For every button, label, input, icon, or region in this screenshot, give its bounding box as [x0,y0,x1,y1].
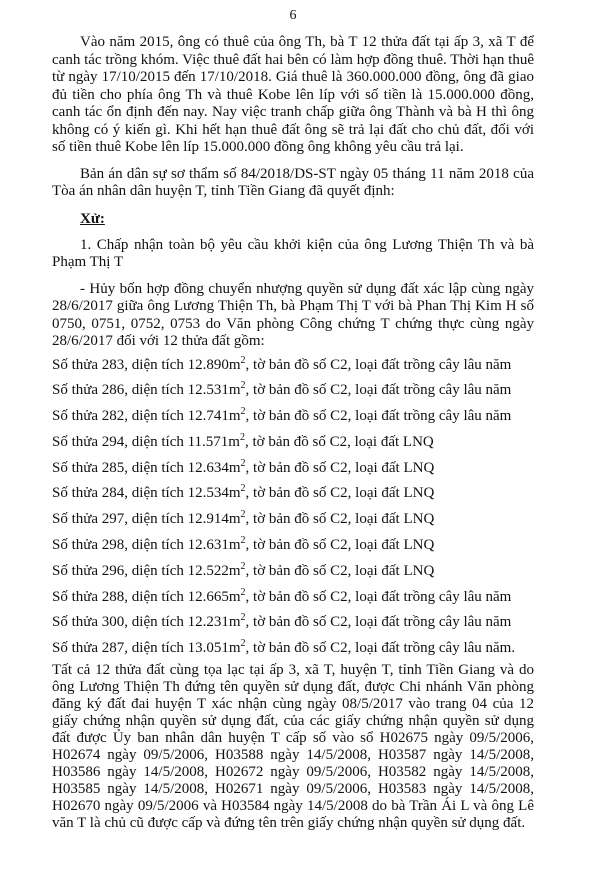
ruling-heading: Xử: [80,210,105,227]
land-plot-item: Số thửa 286, diện tích $12.531m^2$, tờ bản đồ số C2, loại đất trồng cây lâu năm [52,380,512,399]
land-plot-item: Số thửa 283, diện tích $12.890m^2$, tờ bản đồ số C2, loại đất trồng cây lâu năm [52,354,512,373]
land-plot-item: Số thửa 297, diện tích $12.914m^2$, tờ bản đồ số C2, loại đất LNQ [52,509,435,528]
ruling-item-1: 1. Chấp nhận toàn bộ yêu cầu khởi kiện của ông Lương Thiện Th và bà Phạm Thị T [52,236,534,270]
paragraph-first-instance-judgment: Bản án dân sự sơ thẩm số 84/2018/DS-ST ngày 05 tháng 11 năm 2018 của Tòa án nhân dân huyện T, tỉnh Tiền Giang đã quyết định: [52,165,534,199]
land-plot-item: Số thửa 298, diện tích $12.631m^2$, tờ bản đồ số C2, loại đất LNQ [52,535,435,554]
land-plot-item: Số thửa 294, diện tích $11.571m^2$, tờ bản đồ số C2, loại đất LNQ [52,431,434,450]
paragraph-land-certificates: Tất cả 12 thửa đất cùng tọa lạc tại ấp 3, xã T, huyện T, tỉnh Tiền Giang và do ông Lương Thiện Th đứng tên quyền sử dụng đất, được Chi nhánh Văn phòng đăng ký đất đai huyện T xác nhận cùng ngày 08/5/2017 vào trang 04 của 12 giấy chứng nhận quyền sử dụng đất, của các giấy chứng nhận quyền sử dụng đất được Ủy ban nhân dân huyện T cấp số vào sổ H02675 ngày 09/5/2006, H02674 ngày 09/5/2006, H03588 ngày 14/5/2008, H03587 ngày 14/5/2008, H03586 ngày 14/5/2008, H02672 ngày 09/5/2006, H03582 ngày 14/5/2008, H03585 ngày 14/5/2008, H02671 ngày 09/5/2006, H03583 ngày 14/5/2008, H02670 ngày 09/5/2006 và H03584 ngày 14/5/2008 do bà Trần Ái L và ông Lê văn T là chủ cũ được cấp và đứng tên trên giấy chứng nhận quyền sử dụng đất. [52,662,534,832]
paragraph-lease-statement: Vào năm 2015, ông có thuê của ông Th, bà T 12 thửa đất tại ấp 3, xã T để canh tác trồng khóm. Việc thuê đất hai bên có làm hợp đồng thuê. Thời hạn thuê từ ngày 17/10/2015 đến 17/10/2018. Giá thuê là 360.000.000 đồng, ông đã giao đủ tiền cho phía ông Th và thuê Kobe lên líp với số tiền là 15.000.000 đồng, canh tác ổn định đến nay. Nay việc tranh chấp giữa ông Thành và bà H thì ông không có ý kiến gì. Khi hết hạn thuê đất ông sẽ trả lại đất cho chủ đất, đối với số tiền thuê Kobe lên líp 15.000.000 đồng ông không yêu cầu trả lại. [52,34,534,155]
land-plot-item: Số thửa 284, diện tích $12.534m^2$, tờ bản đồ số C2, loại đất LNQ [52,483,435,502]
land-plot-item: Số thửa 288, diện tích $12.665m^2$, tờ bản đồ số C2, loại đất trồng cây lâu năm [52,586,512,605]
land-plot-item: Số thửa 285, diện tích $12.634m^2$, tờ bản đồ số C2, loại đất LNQ [52,457,435,476]
land-plot-item: Số thửa 296, diện tích $12.522m^2$, tờ bản đồ số C2, loại đất LNQ [52,560,435,579]
land-plot-item: Số thửa 300, diện tích $12.231m^2$, tờ bản đồ số C2, loại đất trồng cây lâu năm [52,612,512,631]
land-plot-item: Số thửa 287, diện tích $13.051m^2$, tờ bản đồ số C2, loại đất trồng cây lâu năm. [52,638,516,657]
land-plot-list [52,353,534,663]
land-plot-item: Số thửa 282, diện tích $12.741m^2$, tờ bản đồ số C2, loại đất trồng cây lâu năm [52,406,512,425]
page-number: 6 [289,8,297,23]
paragraph-cancel-contracts: - Hủy bốn hợp đồng chuyển nhượng quyền sử dụng đất xác lập cùng ngày 28/6/2017 giữa ông Lương Thiện Th, bà Phạm Thị T với bà Phan Thị Kim H số 0750, 0751, 0752, 0753 do Văn phòng Công chứng T chứng thực cùng ngày 28/6/2017 đối với 12 thửa đất gồm: [52,280,534,349]
